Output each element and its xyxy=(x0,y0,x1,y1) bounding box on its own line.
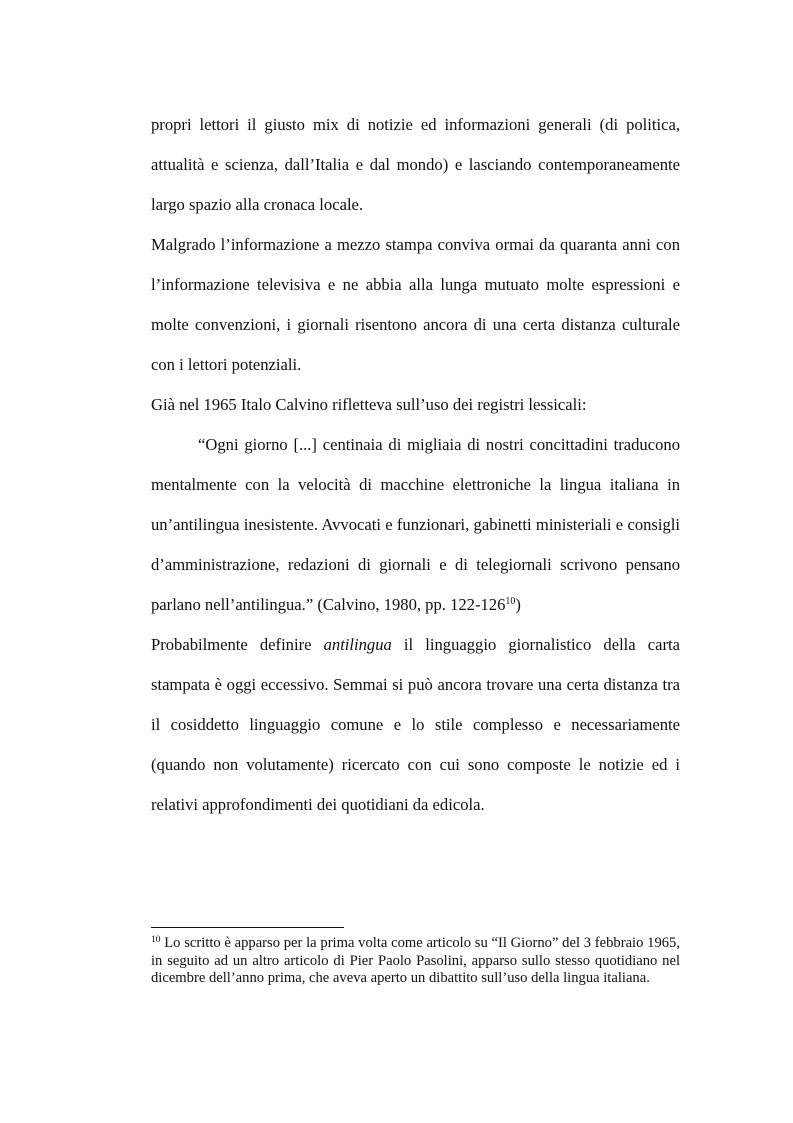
footnote xyxy=(151,935,680,988)
footnote-number: 10 xyxy=(151,935,161,945)
body-text xyxy=(151,105,680,825)
footnote-divider xyxy=(151,927,344,928)
quote-text: “Ogni giorno [...] centinaia di migliaia di nostri concittadini traducono mentalmente con la velocità di macchine elettroniche la lingua italiana in un’antilingua inesistente. Avvocati e funzionari, gabinetti ministeriali e consigli d’amministrazione, redazioni di giornali e di telegiornali scrivono pensano parlano nell’antilingua.” (Calvino, 1980, pp. 122-126 xyxy=(151,435,680,614)
quote-close: ) xyxy=(515,595,521,614)
paragraph-antilingua xyxy=(151,625,680,825)
paragraph-antilingua-start: Probabilmente definire xyxy=(151,635,324,654)
paragraph-antilingua-rest: il linguaggio giornalistico della carta stampata è oggi eccessivo. Semmai si può ancora trovare una certa distanza tra il cosiddetto linguaggio comune e lo stile complesso e necessariamente (quando non volutamente) ricercato con cui sono composte le notizie ed i relativi approfondimenti dei quotidiani da edicola. xyxy=(151,635,680,814)
footnote-text: Lo scritto è apparso per la prima volta come articolo su “Il Giorno” del 3 febbraio 1965, in seguito ad un altro articolo di Pier Paolo Pasolini, apparso sullo stesso quotidiano nel dicembre dell’anno prima, che aveva aperto un dibattito sull’uso della lingua italiana. xyxy=(151,935,680,986)
paragraph-calvino-intro: Già nel 1965 Italo Calvino rifletteva sull’uso dei registri lessicali: xyxy=(151,395,587,414)
antilingua-term: antilingua xyxy=(323,635,392,654)
block-quote-calvino xyxy=(151,425,680,625)
paragraph-malgrado: Malgrado l’informazione a mezzo stampa conviva ormai da quaranta anni con l’informazione televisiva e ne abbia alla lunga mutuato molte espressioni e molte convenzioni, i giornali risentono ancora di una certa distanza culturale con i lettori potenziali. xyxy=(151,235,680,374)
footnote-reference[interactable]: 10 xyxy=(505,596,516,607)
paragraph-continuation: propri lettori il giusto mix di notizie ed informazioni generali (di politica, attualità e scienza, dall’Italia e dal mondo) e lasciando contemporaneamente largo spazio alla cronaca locale. xyxy=(151,115,680,214)
